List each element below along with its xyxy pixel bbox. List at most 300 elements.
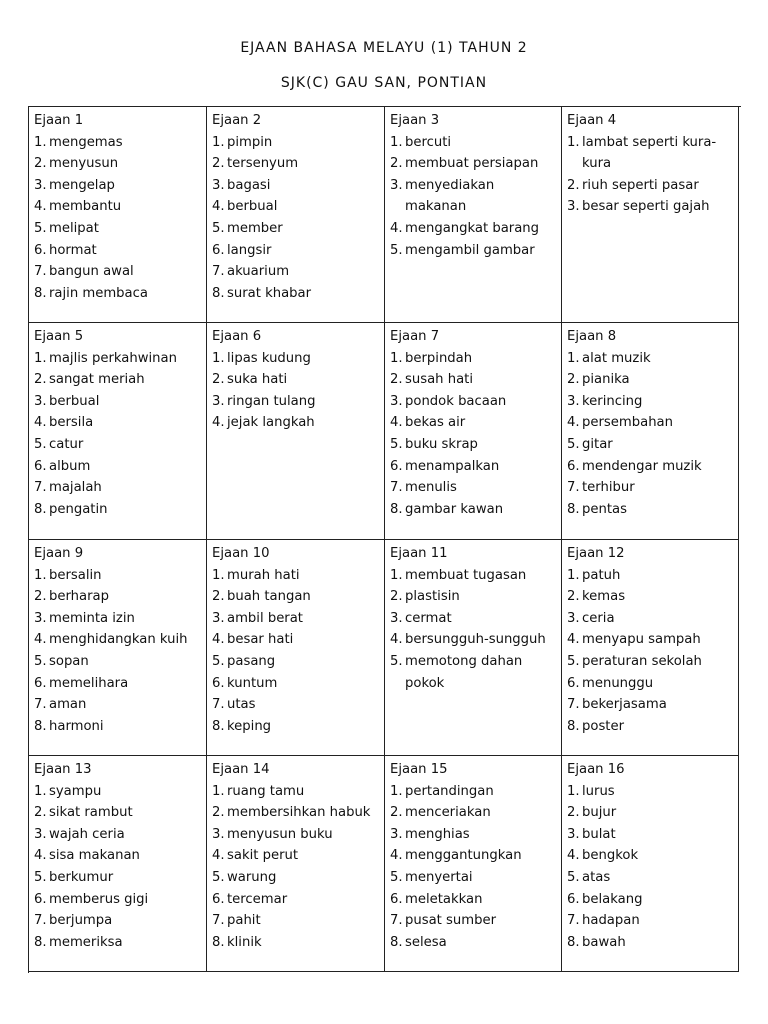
item-word: memotong dahan pokok — [405, 653, 523, 691]
item-word: riuh seperti pasar — [582, 177, 699, 193]
list-item — [34, 889, 202, 911]
list-item — [212, 845, 380, 867]
item-word: mengemas — [49, 134, 123, 150]
item-word: plastisin — [405, 589, 460, 605]
spelling-cell — [385, 540, 562, 756]
list-item — [567, 629, 734, 651]
item-number: 8. — [34, 501, 47, 517]
item-number: 2. — [34, 589, 47, 605]
item-number: 3. — [34, 177, 47, 193]
item-number: 6. — [390, 458, 403, 474]
list-item — [390, 218, 557, 240]
item-number: 7. — [212, 264, 225, 280]
item-number: 4. — [212, 632, 225, 648]
item-number: 3. — [567, 393, 580, 409]
item-number: 8. — [212, 285, 225, 301]
list-item — [212, 175, 380, 197]
word-list — [567, 781, 734, 954]
item-number: 6. — [34, 458, 47, 474]
item-number: 8. — [34, 934, 47, 950]
word-list — [567, 565, 734, 738]
item-number: 6. — [212, 242, 225, 258]
list-item — [390, 845, 557, 867]
list-item — [567, 716, 734, 738]
spelling-cell — [562, 756, 739, 972]
list-item — [567, 608, 734, 630]
item-number: 8. — [567, 501, 580, 517]
list-item — [390, 456, 557, 478]
list-item — [34, 412, 202, 434]
list-item — [390, 348, 557, 370]
item-number: 5. — [567, 436, 580, 452]
item-word: album — [49, 458, 91, 474]
list-item — [212, 132, 380, 154]
item-number: 5. — [567, 869, 580, 885]
list-item — [34, 196, 202, 218]
item-word: wajah ceria — [49, 826, 125, 842]
list-item — [34, 781, 202, 803]
item-number: 8. — [34, 718, 47, 734]
item-number: 2. — [34, 156, 47, 172]
word-list — [212, 565, 380, 738]
item-word: berjumpa — [49, 913, 113, 929]
list-item — [390, 932, 557, 954]
item-word: jejak langkah — [227, 415, 315, 431]
item-number: 6. — [567, 675, 580, 691]
item-word: gambar kawan — [405, 501, 504, 517]
item-number: 1. — [390, 350, 403, 366]
list-item — [34, 499, 202, 521]
item-number: 5. — [212, 869, 225, 885]
item-word: sangat meriah — [49, 372, 145, 388]
item-word: bujur — [582, 805, 617, 821]
list-item — [567, 196, 734, 218]
list-item — [34, 434, 202, 456]
spelling-cell — [207, 756, 385, 972]
list-item — [212, 196, 380, 218]
item-number: 2. — [390, 805, 403, 821]
word-list — [390, 348, 557, 521]
item-number: 2. — [567, 589, 580, 605]
spelling-cell — [29, 107, 207, 323]
list-item — [567, 348, 734, 370]
list-item — [390, 889, 557, 911]
list-item — [34, 824, 202, 846]
list-item — [34, 240, 202, 262]
item-number: 5. — [567, 653, 580, 669]
item-number: 1. — [390, 134, 403, 150]
item-word: memelihara — [49, 675, 129, 691]
item-number: 3. — [212, 610, 225, 626]
item-number: 6. — [212, 675, 225, 691]
spelling-cell — [207, 540, 385, 756]
item-number: 1. — [567, 134, 580, 150]
item-word: surat khabar — [227, 285, 312, 301]
item-number: 1. — [34, 134, 47, 150]
item-number: 5. — [34, 653, 47, 669]
list-item — [390, 175, 557, 218]
item-number: 1. — [567, 350, 580, 366]
item-word: membuat tugasan — [405, 567, 527, 583]
item-number: 8. — [212, 718, 225, 734]
list-item — [390, 240, 557, 262]
item-number: 3. — [212, 393, 225, 409]
list-item — [34, 369, 202, 391]
list-item — [212, 608, 380, 630]
item-number: 8. — [34, 285, 47, 301]
item-number: 4. — [390, 415, 403, 431]
word-list — [390, 565, 557, 695]
item-word: melipat — [49, 220, 99, 236]
item-number: 8. — [390, 501, 403, 517]
item-word: menyertai — [405, 869, 473, 885]
item-number: 6. — [34, 675, 47, 691]
item-number: 3. — [390, 610, 403, 626]
item-word: menggantungkan — [405, 848, 522, 864]
cell-title: Ejaan 7 — [390, 329, 440, 344]
item-word: syampu — [49, 783, 102, 799]
list-item — [212, 867, 380, 889]
spelling-cell — [29, 323, 207, 540]
item-number: 3. — [567, 199, 580, 215]
list-item — [212, 586, 380, 608]
item-number: 4. — [567, 632, 580, 648]
item-number: 6. — [390, 891, 403, 907]
item-word: langsir — [227, 242, 272, 258]
word-list — [212, 348, 380, 434]
list-item — [567, 412, 734, 434]
list-item — [34, 845, 202, 867]
list-item — [567, 781, 734, 803]
item-word: membersihkan habuk — [227, 805, 371, 821]
item-word: ringan tulang — [227, 393, 316, 409]
list-item — [390, 824, 557, 846]
list-item — [212, 348, 380, 370]
item-number: 7. — [34, 264, 47, 280]
item-number: 2. — [567, 177, 580, 193]
list-item — [390, 369, 557, 391]
item-word: terhibur — [582, 480, 635, 496]
item-word: lurus — [582, 783, 615, 799]
list-item — [212, 889, 380, 911]
list-item — [390, 434, 557, 456]
list-item — [567, 824, 734, 846]
list-item — [34, 175, 202, 197]
item-number: 4. — [212, 199, 225, 215]
item-word: hormat — [49, 242, 97, 258]
item-word: belakang — [582, 891, 643, 907]
item-number: 2. — [212, 156, 225, 172]
item-word: poster — [582, 718, 625, 734]
item-word: majlis perkahwinan — [49, 350, 177, 366]
word-list — [567, 132, 734, 218]
list-item — [212, 910, 380, 932]
item-word: gitar — [582, 436, 613, 452]
item-number: 6. — [212, 891, 225, 907]
item-word: pasang — [227, 653, 276, 669]
item-number: 1. — [212, 783, 225, 799]
word-list — [34, 565, 202, 738]
item-word: memberus gigi — [49, 891, 149, 907]
item-word: majalah — [49, 480, 102, 496]
item-word: membantu — [49, 199, 122, 215]
word-list — [567, 348, 734, 521]
item-word: menghias — [405, 826, 470, 842]
item-word: bulat — [582, 826, 616, 842]
list-item — [34, 456, 202, 478]
list-item — [212, 391, 380, 413]
item-number: 4. — [390, 632, 403, 648]
item-number: 3. — [212, 826, 225, 842]
item-number: 3. — [390, 393, 403, 409]
item-word: memeriksa — [49, 934, 123, 950]
item-number: 5. — [390, 869, 403, 885]
list-item — [212, 240, 380, 262]
item-number: 2. — [212, 805, 225, 821]
item-word: mengambil gambar — [405, 242, 535, 258]
item-number: 3. — [212, 177, 225, 193]
item-number: 2. — [390, 156, 403, 172]
list-item — [390, 477, 557, 499]
item-number: 7. — [212, 697, 225, 713]
list-item — [34, 673, 202, 695]
list-item — [212, 565, 380, 587]
item-number: 3. — [567, 610, 580, 626]
item-word: rajin membaca — [49, 285, 148, 301]
item-number: 1. — [34, 567, 47, 583]
list-item — [212, 153, 380, 175]
item-word: harmoni — [49, 718, 104, 734]
word-list — [390, 132, 557, 262]
item-number: 1. — [212, 567, 225, 583]
list-item — [212, 629, 380, 651]
item-number: 5. — [34, 436, 47, 452]
cell-title: Ejaan 2 — [212, 113, 262, 128]
item-number: 5. — [390, 436, 403, 452]
item-number: 8. — [212, 934, 225, 950]
item-number: 3. — [390, 177, 403, 193]
list-item — [567, 434, 734, 456]
item-number: 8. — [567, 934, 580, 950]
item-word: meletakkan — [405, 891, 483, 907]
list-item — [212, 781, 380, 803]
list-item — [567, 391, 734, 413]
item-word: menyapu sampah — [582, 632, 701, 648]
item-word: menghidangkan kuih — [49, 632, 188, 648]
item-number: 6. — [567, 891, 580, 907]
cell-title: Ejaan 15 — [390, 762, 448, 777]
item-number: 4. — [212, 848, 225, 864]
word-list — [390, 781, 557, 954]
list-item — [34, 586, 202, 608]
item-word: suka hati — [227, 372, 288, 388]
list-item — [567, 932, 734, 954]
list-item — [567, 889, 734, 911]
list-item — [567, 673, 734, 695]
item-word: akuarium — [227, 264, 290, 280]
item-number: 4. — [34, 415, 47, 431]
list-item — [34, 651, 202, 673]
list-item — [567, 586, 734, 608]
item-number: 1. — [34, 783, 47, 799]
list-item — [390, 867, 557, 889]
item-word: peraturan sekolah — [582, 653, 702, 669]
item-number: 5. — [34, 869, 47, 885]
item-number: 2. — [212, 372, 225, 388]
spelling-cell — [29, 540, 207, 756]
item-number: 2. — [390, 589, 403, 605]
item-number: 2. — [34, 805, 47, 821]
item-word: ruang tamu — [227, 783, 305, 799]
item-word: mengelap — [49, 177, 115, 193]
item-word: pondok bacaan — [405, 393, 507, 409]
word-list — [212, 781, 380, 954]
item-number: 1. — [390, 567, 403, 583]
item-number: 3. — [567, 826, 580, 842]
list-item — [212, 673, 380, 695]
spelling-cell — [207, 107, 385, 323]
cell-title: Ejaan 1 — [34, 113, 84, 128]
item-number: 4. — [390, 220, 403, 236]
item-word: pianika — [582, 372, 630, 388]
list-item — [34, 391, 202, 413]
item-number: 7. — [390, 913, 403, 929]
list-item — [567, 369, 734, 391]
cell-title: Ejaan 13 — [34, 762, 92, 777]
list-item — [34, 477, 202, 499]
list-item — [390, 565, 557, 587]
list-item — [390, 629, 557, 651]
list-item — [390, 910, 557, 932]
item-word: patuh — [582, 567, 621, 583]
list-item — [34, 153, 202, 175]
item-number: 8. — [567, 718, 580, 734]
item-number: 7. — [34, 697, 47, 713]
list-item — [390, 781, 557, 803]
item-word: kuntum — [227, 675, 278, 691]
item-word: bersalin — [49, 567, 102, 583]
item-word: kerincing — [582, 393, 643, 409]
list-item — [212, 261, 380, 283]
item-word: bercuti — [405, 134, 452, 150]
item-number: 6. — [567, 458, 580, 474]
item-word: ambil berat — [227, 610, 303, 626]
item-number: 1. — [567, 783, 580, 799]
spelling-cell — [207, 323, 385, 540]
list-item — [212, 824, 380, 846]
item-word: atas — [582, 869, 611, 885]
item-number: 7. — [567, 913, 580, 929]
cell-title: Ejaan 12 — [567, 546, 625, 561]
item-word: lambat seperti kura-kura — [582, 134, 717, 172]
item-word: berbual — [227, 199, 278, 215]
list-item — [212, 412, 380, 434]
list-item — [390, 499, 557, 521]
item-number: 4. — [567, 848, 580, 864]
item-word: utas — [227, 697, 256, 713]
item-word: bagasi — [227, 177, 271, 193]
item-number: 1. — [212, 350, 225, 366]
list-item — [34, 218, 202, 240]
list-item — [34, 283, 202, 305]
list-item — [34, 867, 202, 889]
list-item — [390, 608, 557, 630]
word-list — [212, 132, 380, 305]
item-number: 4. — [212, 415, 225, 431]
list-item — [34, 608, 202, 630]
item-number: 3. — [34, 393, 47, 409]
spelling-cell — [385, 756, 562, 972]
item-word: kemas — [582, 589, 626, 605]
word-list — [34, 348, 202, 521]
list-item — [34, 802, 202, 824]
list-item — [34, 910, 202, 932]
cell-title: Ejaan 4 — [567, 113, 617, 128]
list-item — [34, 348, 202, 370]
item-word: warung — [227, 869, 277, 885]
item-word: bersila — [49, 415, 94, 431]
item-word: ceria — [582, 610, 615, 626]
item-word: tersenyum — [227, 156, 299, 172]
item-word: pahit — [227, 913, 261, 929]
item-number: 7. — [567, 697, 580, 713]
item-word: berkumur — [49, 869, 114, 885]
item-number: 6. — [34, 242, 47, 258]
item-word: susah hati — [405, 372, 474, 388]
cell-title: Ejaan 9 — [34, 546, 84, 561]
list-item — [567, 456, 734, 478]
list-item — [34, 132, 202, 154]
list-item — [212, 716, 380, 738]
list-item — [567, 802, 734, 824]
item-number: 8. — [390, 934, 403, 950]
list-item — [390, 391, 557, 413]
item-number: 2. — [34, 372, 47, 388]
list-item — [390, 651, 557, 694]
item-word: aman — [49, 697, 87, 713]
item-word: pentas — [582, 501, 627, 517]
item-number: 6. — [34, 891, 47, 907]
item-word: bersungguh-sungguh — [405, 632, 546, 648]
item-word: sopan — [49, 653, 89, 669]
item-number: 3. — [34, 826, 47, 842]
list-item — [390, 153, 557, 175]
list-item — [567, 477, 734, 499]
item-word: sakit perut — [227, 848, 299, 864]
item-number: 2. — [212, 589, 225, 605]
item-word: bawah — [582, 934, 626, 950]
list-item — [390, 802, 557, 824]
item-number: 7. — [212, 913, 225, 929]
list-item — [567, 132, 734, 175]
list-item — [212, 283, 380, 305]
item-word: menampalkan — [405, 458, 500, 474]
list-item — [34, 694, 202, 716]
item-number: 5. — [390, 653, 403, 669]
cell-title: Ejaan 11 — [390, 546, 448, 561]
item-word: alat muzik — [582, 350, 651, 366]
item-word: hadapan — [582, 913, 640, 929]
school-name: SJK(C) GAU SAN, PONTIAN — [280, 75, 488, 91]
list-item — [567, 499, 734, 521]
item-word: besar hati — [227, 632, 294, 648]
item-word: pimpin — [227, 134, 273, 150]
item-word: membuat persiapan — [405, 156, 539, 172]
list-item — [34, 261, 202, 283]
cell-title: Ejaan 14 — [212, 762, 270, 777]
word-list — [34, 781, 202, 954]
item-number: 2. — [567, 805, 580, 821]
